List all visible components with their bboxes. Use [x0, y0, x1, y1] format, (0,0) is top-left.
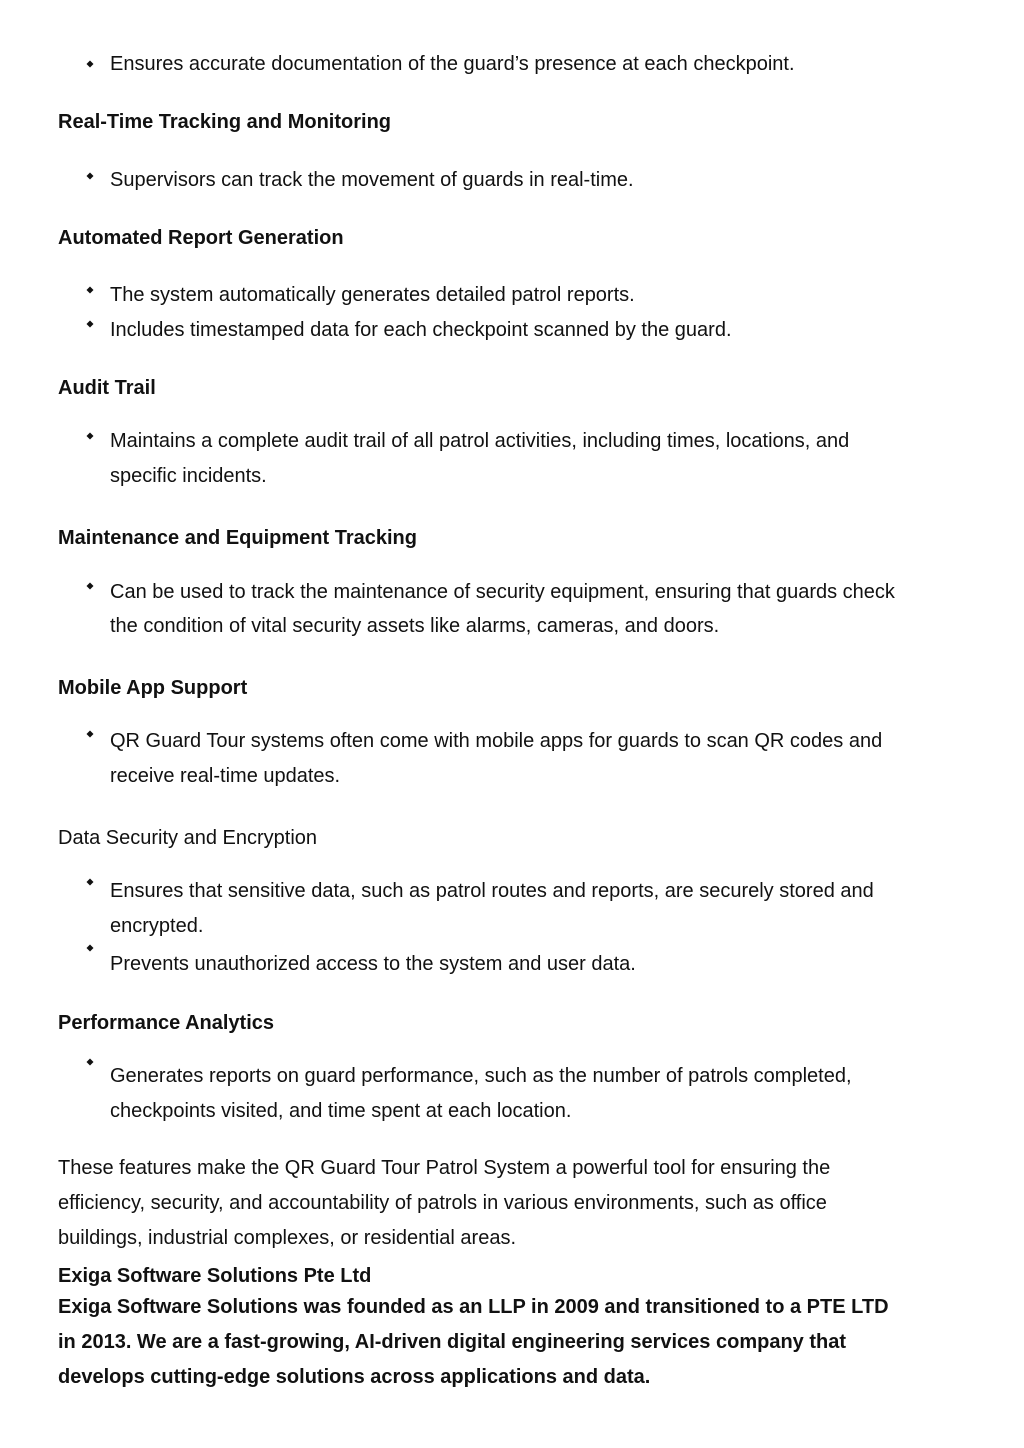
- list-item: Supervisors can track the movement of guards in real-time.: [110, 169, 634, 191]
- company-description-line: in 2013. We are a fast-growing, AI-driven digital engineering services company that: [58, 1331, 846, 1353]
- diamond-bullet-icon: [86, 730, 94, 738]
- list-item: Can be used to track the maintenance of security equipment, ensuring that guards check: [110, 581, 895, 603]
- diamond-bullet-icon: [86, 432, 94, 440]
- section-heading-real-time-tracking: Real-Time Tracking and Monitoring: [58, 111, 392, 133]
- diamond-bullet-icon: [86, 172, 94, 180]
- summary-paragraph-line: buildings, industrial complexes, or residential areas.: [58, 1227, 517, 1249]
- company-description-line: develops cutting-edge solutions across applications and data.: [58, 1366, 651, 1388]
- list-item: Maintains a complete audit trail of all patrol activities, including times, locations, and: [110, 430, 850, 452]
- section-heading-automated-report-generation: Automated Report Generation: [58, 227, 344, 249]
- list-item-continuation: the condition of vital security assets like alarms, cameras, and doors.: [110, 615, 720, 637]
- list-item-continuation: specific incidents.: [110, 465, 267, 487]
- section-heading-mobile-app-support: Mobile App Support: [58, 677, 248, 699]
- summary-paragraph-line: efficiency, security, and accountability of patrols in various environments, such as office: [58, 1192, 827, 1214]
- list-item: Ensures accurate documentation of the guard’s presence at each checkpoint.: [110, 53, 795, 75]
- list-item: Ensures that sensitive data, such as patrol routes and reports, are securely stored and: [110, 880, 874, 902]
- summary-paragraph-line: These features make the QR Guard Tour Patrol System a powerful tool for ensuring the: [58, 1157, 831, 1179]
- diamond-bullet-icon: [86, 320, 94, 328]
- section-heading-data-security: Data Security and Encryption: [58, 827, 318, 849]
- diamond-bullet-icon: [86, 1058, 94, 1066]
- section-heading-audit-trail: Audit Trail: [58, 377, 156, 399]
- list-item: QR Guard Tour systems often come with mobile apps for guards to scan QR codes and: [110, 730, 883, 752]
- company-description-line: Exiga Software Solutions was founded as an LLP in 2009 and transitioned to a PTE LTD: [58, 1296, 889, 1318]
- diamond-bullet-icon: [86, 582, 94, 590]
- list-item: The system automatically generates detailed patrol reports.: [110, 284, 635, 306]
- diamond-bullet-icon: [86, 878, 94, 886]
- diamond-bullet-icon: [86, 60, 94, 68]
- list-item-continuation: encrypted.: [110, 915, 204, 937]
- diamond-bullet-icon: [86, 286, 94, 294]
- list-item: Prevents unauthorized access to the system and user data.: [110, 953, 636, 975]
- list-item-continuation: checkpoints visited, and time spent at each location.: [110, 1100, 572, 1122]
- list-item: Includes timestamped data for each checkpoint scanned by the guard.: [110, 319, 732, 341]
- section-heading-performance-analytics: Performance Analytics: [58, 1012, 275, 1034]
- list-item: Generates reports on guard performance, such as the number of patrols completed,: [110, 1065, 852, 1087]
- list-item-continuation: receive real-time updates.: [110, 765, 341, 787]
- company-name: Exiga Software Solutions Pte Ltd: [58, 1265, 372, 1287]
- section-heading-maintenance-tracking: Maintenance and Equipment Tracking: [58, 527, 417, 549]
- diamond-bullet-icon: [86, 944, 94, 952]
